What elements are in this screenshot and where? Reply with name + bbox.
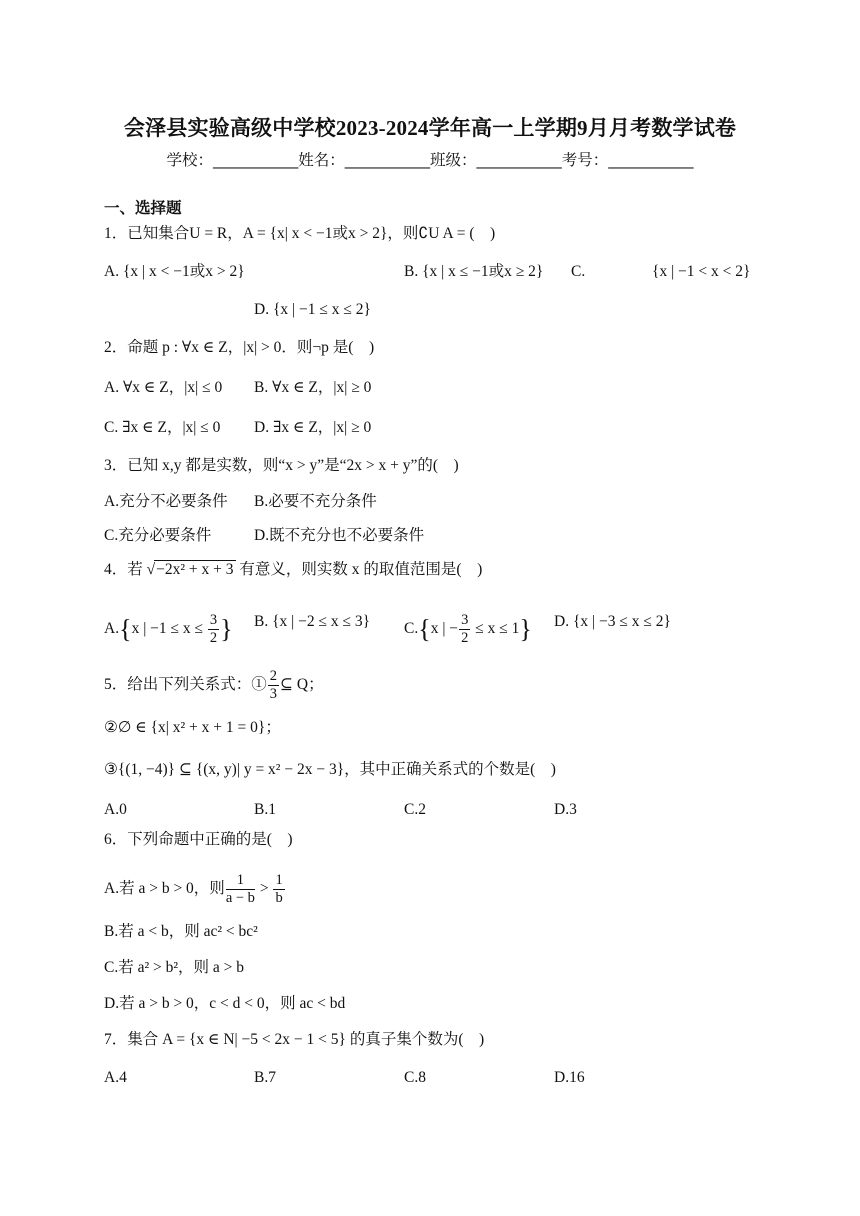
- class-field: 班级：___________: [430, 151, 562, 169]
- question-7-option-b: B.7: [254, 1069, 276, 1086]
- question-2-option-a: A. ∀x ∈ Z，|x| ≤ 0: [104, 379, 223, 396]
- question-3-option-d: D.既不充分也不必要条件: [254, 527, 425, 544]
- school-field: 学校：___________: [166, 151, 299, 169]
- question-6-option-b: B.若 a < b，则 ac² < bc²: [104, 923, 258, 940]
- question-6-option-c: C.若 a² > b²，则 a > b: [104, 959, 244, 976]
- name-field: 姓名：___________: [298, 151, 430, 169]
- question-1-option-c-label: C.: [571, 263, 586, 280]
- question-4-option-c-text-end: ≤ x ≤ 1: [475, 620, 520, 638]
- fraction-numerator: 1: [226, 872, 255, 890]
- question-1-option-a: A. {x | x < −1或x > 2}: [104, 263, 245, 280]
- question-4-stem-suffix: 有意义，则实数 x 的取值范围是( ): [239, 561, 483, 578]
- sqrt-sign: √: [146, 561, 156, 578]
- section-heading: 一、选择题: [104, 199, 182, 217]
- fraction: [268, 668, 279, 703]
- question-4-stem-prefix: 4．若: [104, 561, 143, 578]
- fraction: [208, 612, 219, 647]
- question-5-option-d: D.3: [554, 801, 577, 818]
- question-4-option-a-text: x | −1 ≤ x ≤: [131, 620, 204, 638]
- left-brace: {: [418, 614, 431, 644]
- question-4-option-d: D. {x | −3 ≤ x ≤ 2}: [554, 613, 671, 630]
- question-7-option-a: A.4: [104, 1069, 127, 1086]
- fraction-numerator: 1: [275, 872, 283, 888]
- question-6-stem: 6．下列命题中正确的是( ): [104, 831, 293, 848]
- question-6-option-a: [104, 872, 286, 907]
- question-4-radicand: −2x² + x + 3: [156, 561, 234, 578]
- question-3-stem: 3．已知 x,y 都是实数，则“x > y”是“2x > x + y”的( ): [104, 457, 459, 474]
- fraction-denominator: b: [275, 890, 283, 906]
- fraction-denominator: a − b: [225, 890, 255, 906]
- question-5-stem: [104, 668, 324, 703]
- question-6-option-d: D.若 a > b > 0，c < d < 0，则 ac < bd: [104, 995, 346, 1012]
- question-3-option-c: C.充分必要条件: [104, 527, 212, 544]
- fraction-denominator: 2: [209, 630, 218, 646]
- question-4-stem: [104, 560, 482, 580]
- question-1-option-b: B. {x | x ≤ −1或x ≥ 2}: [404, 263, 544, 280]
- question-7-option-c: C.8: [404, 1069, 426, 1086]
- question-5-option-b: B.1: [254, 801, 276, 818]
- question-1-option-d: D. {x | −1 ≤ x ≤ 2}: [254, 301, 371, 318]
- fraction-numerator: 3: [209, 612, 218, 628]
- question-7-stem: 7．集合 A = {x ∈ N| −5 < 2x − 1 < 5} 的真子集个数为( ): [104, 1031, 485, 1048]
- fraction: [226, 872, 255, 907]
- left-brace: {: [119, 614, 132, 644]
- question-1-stem: 1．已知集合U = R，A = {x| x < −1或x > 2}，则∁U A = ( ): [104, 225, 496, 242]
- fraction-denominator: 2: [461, 630, 469, 646]
- question-4-option-c: [404, 612, 532, 647]
- question-3-option-b: B.必要不充分条件: [254, 493, 377, 510]
- question-5-option-a: A.0: [104, 801, 127, 818]
- page-title: 会泽县实验高级中学校2023-2024学年高一上学期9月月考数学试卷: [123, 116, 737, 140]
- question-4-option-c-label: C.: [404, 620, 419, 638]
- question-5-stem-prefix: 5．给出下列关系式：①: [104, 676, 267, 694]
- question-4-option-b: B. {x | −2 ≤ x ≤ 3}: [254, 613, 371, 630]
- question-3-option-a: A.充分不必要条件: [104, 493, 228, 510]
- question-1-option-c: {x | −1 < x < 2}: [652, 263, 751, 280]
- question-2-option-b: B. ∀x ∈ Z，|x| ≥ 0: [254, 379, 372, 396]
- question-2-option-c: C. ∃x ∈ Z，|x| ≤ 0: [104, 419, 221, 436]
- question-6-option-a-text: A.若 a > b > 0，则: [104, 880, 225, 898]
- exam-number-field: 考号：___________: [561, 151, 694, 169]
- question-4-option-a-label: A.: [104, 620, 120, 638]
- question-2-stem: 2．命题 p : ∀x ∈ Z，|x| > 0．则¬p 是( ): [104, 339, 375, 356]
- right-brace: }: [220, 614, 233, 644]
- student-info-line: [0, 148, 860, 170]
- right-brace: }: [519, 614, 532, 644]
- fraction-numerator: 2: [269, 668, 278, 684]
- question-5-option-c: C.2: [404, 801, 426, 818]
- question-5-relation-3: ③{(1, −4)} ⊆ {(x, y)| y = x² − 2x − 3}，其中正确关系式的个数是( ): [104, 761, 556, 778]
- question-5-stem-suffix: ⊆ Q；: [280, 676, 324, 694]
- question-7-option-d: D.16: [554, 1069, 585, 1086]
- fraction: [273, 872, 284, 907]
- question-5-relation-2: ②∅ ∈ {x| x² + x + 1 = 0}；: [104, 719, 281, 736]
- fraction-denominator: 3: [269, 686, 278, 702]
- question-4-option-c-text: x | −: [430, 620, 459, 638]
- fraction: [459, 612, 470, 647]
- question-4-option-a: [104, 612, 233, 647]
- fraction-numerator: 3: [461, 612, 469, 628]
- question-2-option-d: D. ∃x ∈ Z，|x| ≥ 0: [254, 419, 372, 436]
- greater-than-sign: >: [259, 880, 269, 898]
